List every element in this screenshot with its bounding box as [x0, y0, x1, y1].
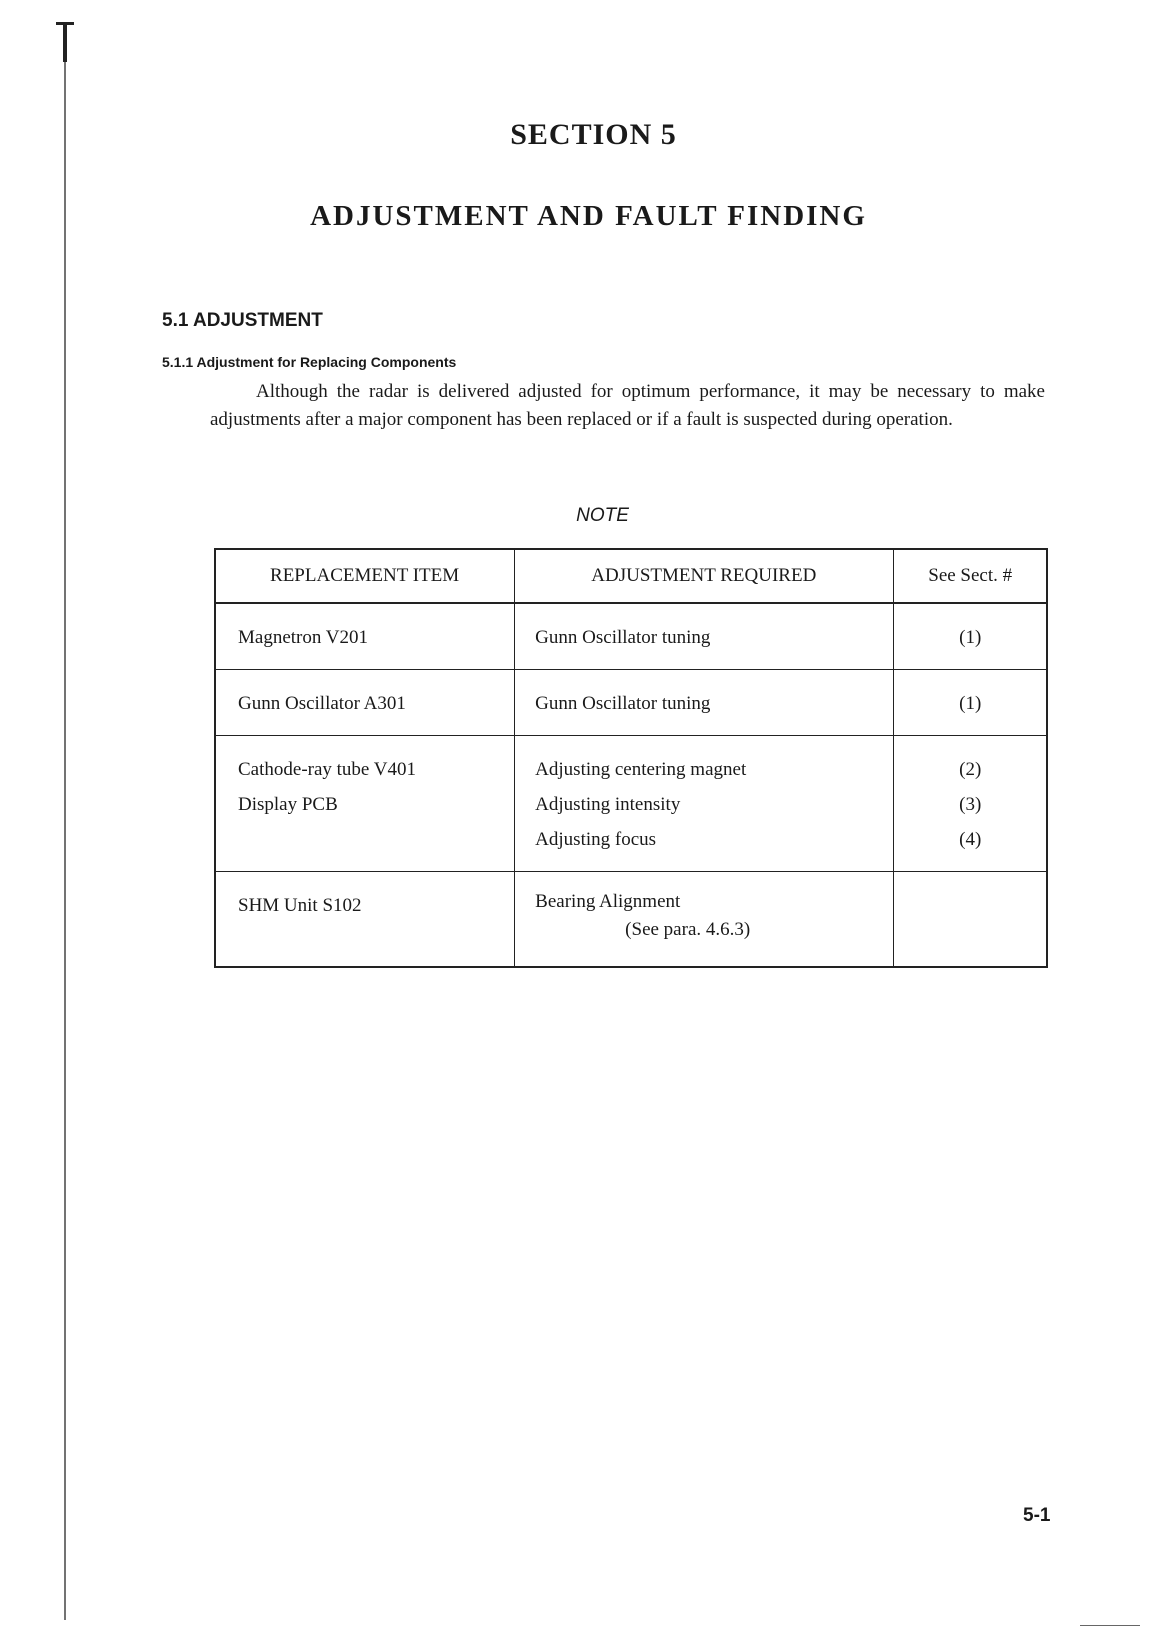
item-text: Gunn Oscillator A301	[238, 693, 406, 714]
cell-see-section	[894, 736, 1047, 872]
cell-replacement-item	[215, 670, 515, 736]
table-row	[215, 736, 1047, 872]
header-adjustment-required: ADJUSTMENT REQUIRED	[515, 549, 894, 603]
item-text: SHM Unit S102	[238, 895, 362, 916]
header-see-section: See Sect. #	[894, 549, 1047, 603]
cell-see-section-empty	[894, 872, 1047, 968]
cell-replacement-item	[215, 872, 515, 968]
section-ref: (4)	[959, 829, 982, 850]
cell-adjustment-required	[515, 872, 894, 968]
cell-adjustment-required	[515, 603, 894, 670]
item-text: Display PCB	[238, 794, 338, 815]
table-row	[215, 603, 1047, 670]
page-number: 5-1	[1023, 1505, 1051, 1526]
binding-mark-stem	[63, 22, 67, 62]
adjustment-text: Adjusting focus	[535, 829, 657, 850]
binding-edge-line	[64, 30, 66, 1620]
adjustment-text: Gunn Oscillator tuning	[535, 627, 711, 648]
heading-adjustment: 5.1 ADJUSTMENT	[162, 310, 323, 331]
adjustment-text: Gunn Oscillator tuning	[535, 693, 711, 714]
cell-adjustment-required	[515, 736, 894, 872]
cell-adjustment-required	[515, 670, 894, 736]
adjustment-text: Adjusting intensity	[535, 794, 681, 815]
cell-replacement-item	[215, 603, 515, 670]
section-ref: (3)	[959, 794, 982, 815]
heading-adjustment-replacing-components: 5.1.1 Adjustment for Replacing Components	[162, 354, 457, 370]
adjustment-reference-text: (See para. 4.6.3)	[625, 919, 751, 940]
header-replacement-item: REPLACEMENT ITEM	[215, 549, 515, 603]
table-header-row	[215, 549, 1047, 603]
adjustment-text: Adjusting centering magnet	[535, 759, 747, 780]
section-title: ADJUSTMENT AND FAULT FINDING	[310, 200, 867, 232]
table-row	[215, 670, 1047, 736]
section-ref: (1)	[959, 627, 982, 648]
cell-see-section	[894, 603, 1047, 670]
section-ref: (2)	[959, 759, 982, 780]
table-row	[215, 872, 1047, 968]
section-ref: (1)	[959, 693, 982, 714]
section-number: SECTION 5	[510, 118, 677, 151]
item-text: Magnetron V201	[238, 627, 368, 648]
adjustment-text: Bearing Alignment	[535, 891, 681, 912]
corner-rule	[1080, 1625, 1140, 1626]
intro-paragraph: Although the radar is delivered adjusted for optimum performance, it may be necessary to make adjustments after a major component has been replaced or if a fault is suspected during operation.	[210, 381, 1045, 430]
cell-replacement-item	[215, 736, 515, 872]
adjustment-table	[214, 548, 1048, 968]
note-label: NOTE	[576, 505, 629, 526]
item-text: Cathode-ray tube V401	[238, 759, 416, 780]
cell-see-section	[894, 670, 1047, 736]
